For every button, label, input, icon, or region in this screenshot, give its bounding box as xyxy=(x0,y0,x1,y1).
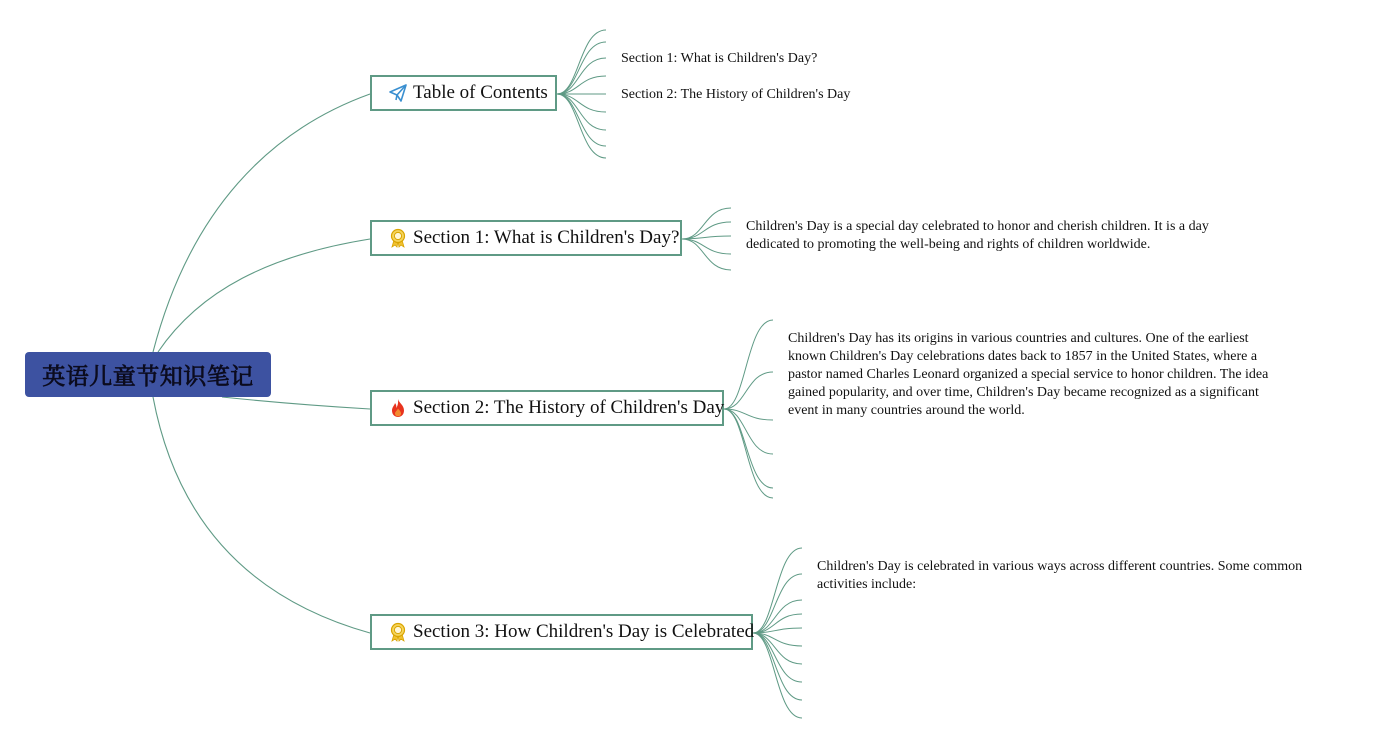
branch-line-section-3 xyxy=(153,397,370,633)
sub-branch-line xyxy=(557,42,606,94)
branch-line-section-1 xyxy=(158,239,370,352)
sub-branch-line xyxy=(724,372,773,409)
sub-branch-line xyxy=(724,320,773,409)
award-ribbon-icon xyxy=(388,622,408,642)
note-section-2: Children's Day has its origins in various countries and cultures. One of the earliest known Children's Day celebrations dates back to 1857 in the United States, where a pastor named Charles Leonard organized a special service to honor children. The idea gained popularity, and over time, Children's Day became recognized as a significant event in many countries around the world. xyxy=(788,331,1269,418)
topic-section-3[interactable] xyxy=(370,614,753,650)
branch-line-toc xyxy=(153,94,370,352)
toc-item-section-2[interactable]: Section 2: The History of Children's Day xyxy=(621,87,851,102)
central-topic-label: 英语儿童节知识笔记 xyxy=(42,364,254,390)
toc-item-section-1[interactable]: Section 1: What is Children's Day? xyxy=(621,51,818,66)
sub-branch-line xyxy=(682,208,731,239)
note-section-1: Children's Day is a special day celebrated to honor and cherish children. It is a day dedicated to promoting the well-being and rights of children worldwide. xyxy=(746,219,1209,252)
award-ribbon-icon xyxy=(388,228,408,248)
topic-section-2[interactable] xyxy=(370,390,724,426)
note-section-3: Children's Day is celebrated in various ways across different countries. Some common activities include: xyxy=(817,559,1303,592)
topic-table-of-contents[interactable] xyxy=(370,75,557,111)
central-topic[interactable] xyxy=(25,352,271,397)
sub-branch-line xyxy=(753,633,802,700)
sub-branch-line xyxy=(557,94,606,146)
sub-branch-line xyxy=(753,548,802,633)
sub-branch-line xyxy=(753,633,802,664)
sub-branch-line xyxy=(557,94,606,158)
topic-label: Section 1: What is Children's Day? xyxy=(413,227,680,248)
sub-branch-line xyxy=(682,239,731,270)
paper-plane-icon xyxy=(388,83,408,103)
topic-section-1[interactable] xyxy=(370,220,682,256)
sub-branch-line xyxy=(724,409,773,488)
branch-line-section-2 xyxy=(222,397,370,409)
sub-branch-line xyxy=(557,30,606,94)
topic-label: Section 3: How Children's Day is Celebrated xyxy=(413,621,755,642)
topic-label: Section 2: The History of Children's Day xyxy=(413,397,725,418)
sub-branch-line xyxy=(682,239,731,254)
fire-icon xyxy=(388,398,408,418)
topic-label: Table of Contents xyxy=(413,82,548,103)
